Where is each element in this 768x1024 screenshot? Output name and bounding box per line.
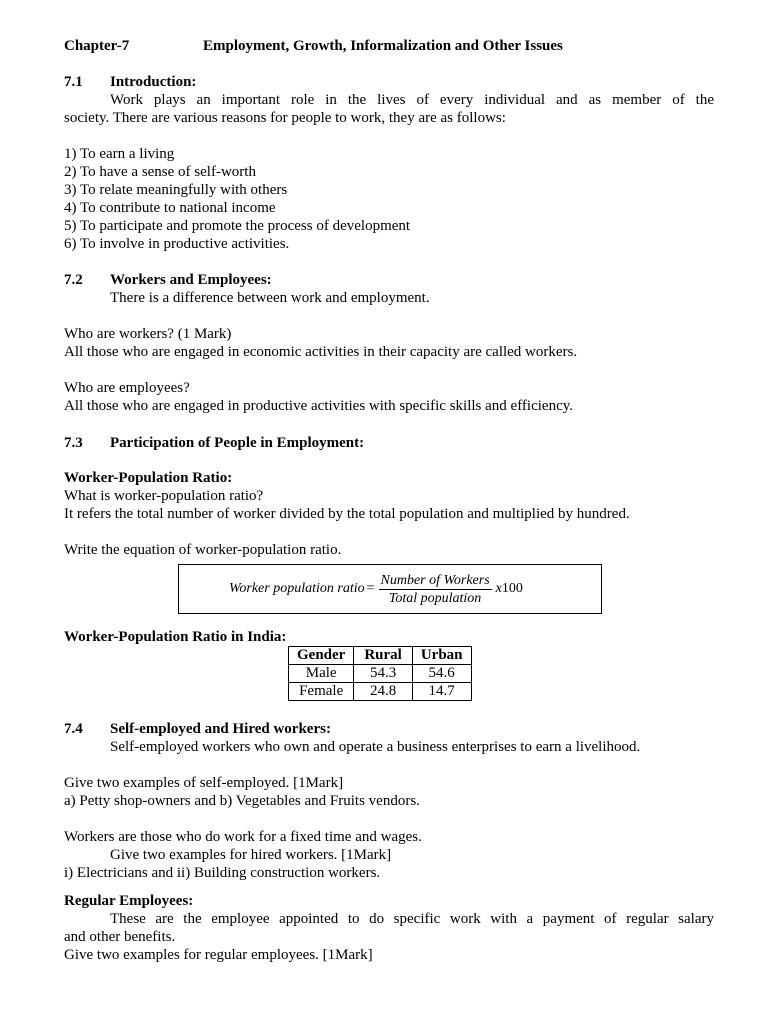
answer-hired: i) Electricians and ii) Building construction workers. <box>64 865 381 881</box>
wpr-question: What is worker-population ratio? <box>64 488 264 504</box>
wpr-equation <box>229 569 523 609</box>
equation-factor: 100 <box>501 581 523 596</box>
table-row <box>289 665 472 683</box>
regular-definition-line1: These are the employee appointed to do specific work with a payment of regular salary <box>110 911 714 927</box>
wpr-answer: It refers the total number of worker divided by the total population and multiplied by hundred. <box>64 506 630 522</box>
chapter-title: Employment, Growth, Informalization and Other Issues <box>203 38 563 54</box>
chapter-label: Chapter-7 <box>64 38 130 54</box>
table-cell: 24.8 <box>354 683 413 701</box>
chapter-header <box>64 37 714 55</box>
table-row <box>289 683 472 701</box>
section-7-3-heading <box>64 434 714 452</box>
section-number: 7.2 <box>64 272 83 288</box>
regular-definition-line2: and other benefits. <box>64 929 176 945</box>
reason-item: 1) To earn a living <box>64 146 175 162</box>
section-title: Self-employed and Hired workers: <box>110 721 331 737</box>
reason-item: 6) To involve in productive activities. <box>64 236 290 252</box>
reason-item: 3) To relate meaningfully with others <box>64 182 288 198</box>
section-number: 7.1 <box>64 74 83 90</box>
answer-self-employed: a) Petty shop-owners and b) Vegetables and Fruits vendors. <box>64 793 420 809</box>
wpr-heading: Worker-Population Ratio: <box>64 470 233 486</box>
section-7-4-heading <box>64 720 714 738</box>
wpr-india-heading: Worker-Population Ratio in India: <box>64 629 287 645</box>
equation-prompt: Write the equation of worker-population ratio. <box>64 542 342 558</box>
equation-box <box>178 564 602 614</box>
equation-numerator: Number of Workers <box>380 572 490 588</box>
equation-multiply: x <box>495 581 502 596</box>
reason-item: 2) To have a sense of self-worth <box>64 164 256 180</box>
question-workers: Who are workers? (1 Mark) <box>64 326 232 342</box>
section-number: 7.4 <box>64 721 83 737</box>
table-cell: Male <box>289 665 354 683</box>
document-page <box>64 37 714 964</box>
question-employees: Who are employees? <box>64 380 190 396</box>
table-header: Urban <box>412 647 471 665</box>
table-header: Gender <box>289 647 354 665</box>
table-cell: 54.6 <box>412 665 471 683</box>
answer-employees: All those who are engaged in productive activities with specific skills and efficiency. <box>64 398 574 414</box>
table-cell: 54.3 <box>354 665 413 683</box>
section-7-2-heading <box>64 271 714 289</box>
table-cell: Female <box>289 683 354 701</box>
section-number: 7.3 <box>64 435 83 451</box>
section-title: Participation of People in Employment: <box>110 435 365 451</box>
reason-item: 4) To contribute to national income <box>64 200 276 216</box>
equation-equals: = <box>366 581 375 596</box>
equation-fraction <box>379 572 492 607</box>
hired-definition: Workers are those who do work for a fixed time and wages. <box>64 829 422 845</box>
intro-paragraph-line1: Work plays an important role in the lives of every individual and as member of the <box>110 92 714 108</box>
wpr-india-table <box>288 646 472 701</box>
table-header-row <box>289 647 472 665</box>
reason-item: 5) To participate and promote the process of development <box>64 218 411 234</box>
table-header: Rural <box>354 647 413 665</box>
regular-employees-heading: Regular Employees: <box>64 893 194 909</box>
workers-intro: There is a difference between work and employment. <box>110 290 430 306</box>
question-regular: Give two examples for regular employees. [1Mark] <box>64 947 373 963</box>
equation-denominator: Total population <box>388 590 482 606</box>
equation-lhs: Worker population ratio <box>229 581 365 596</box>
question-hired: Give two examples for hired workers. [1Mark] <box>110 847 392 863</box>
intro-paragraph-line2: society. There are various reasons for people to work, they are as follows: <box>64 110 506 126</box>
section-title: Workers and Employees: <box>110 272 272 288</box>
section-7-1-heading <box>64 73 714 91</box>
self-employed-definition: Self-employed workers who own and operate a business enterprises to earn a livelihood. <box>110 739 641 755</box>
table-cell: 14.7 <box>412 683 471 701</box>
section-title: Introduction: <box>110 74 197 90</box>
question-self-employed: Give two examples of self-employed. [1Mark] <box>64 775 344 791</box>
answer-workers: All those who are engaged in economic activities in their capacity are called workers. <box>64 344 578 360</box>
